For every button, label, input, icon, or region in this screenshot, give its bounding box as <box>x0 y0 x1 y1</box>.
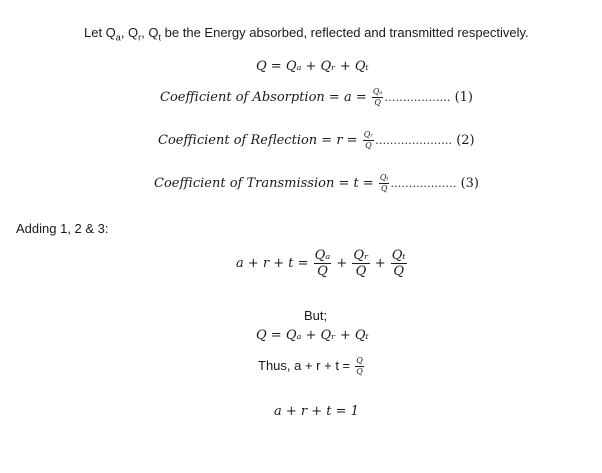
reflection-fraction <box>363 131 374 150</box>
transmission-line <box>154 174 479 193</box>
reflection-tag: (2) <box>456 133 475 148</box>
energy-balance-equation-2: Q = Qₐ + Qᵣ + Qₜ <box>256 328 369 343</box>
intro-sub-r: r <box>138 32 142 43</box>
intro-q-t: Q <box>148 25 159 40</box>
sum-fraction-r <box>352 249 369 278</box>
absorption-denominator: Q <box>374 98 381 107</box>
intro-suffix: be the Energy absorbed, reflected and transmitted respectively. <box>164 25 529 40</box>
sum-fraction-r-den: Q <box>355 264 367 279</box>
reflection-numerator: Qᵣ <box>363 130 374 139</box>
sum-fraction-a-num: Qₐ <box>314 248 331 263</box>
absorption-dots: ……………… <box>384 91 451 104</box>
transmission-denominator: Q <box>380 184 388 193</box>
sum-fraction-r-num: Qᵣ <box>353 248 369 263</box>
sum-fraction-a <box>314 249 332 278</box>
sum-lhs: a + r + t = <box>236 256 309 271</box>
absorption-tag: (1) <box>454 90 473 105</box>
intro-line: Let $Q_a$, $Q_r$, $Q_t$ be the Energy absorbed, reflected and transmitted respectively. <box>84 25 529 43</box>
reflection-denominator: Q <box>365 141 372 150</box>
thus-denominator: Q <box>356 367 363 376</box>
sum-fraction-t <box>391 249 407 278</box>
intro-q-r: Q <box>128 25 139 40</box>
transmission-numerator: Qₜ <box>379 173 389 182</box>
reflection-line <box>158 131 475 150</box>
thus-line <box>258 357 365 376</box>
thus-lhs: Thus, a + r + t = <box>258 358 351 373</box>
absorption-fraction <box>372 88 384 107</box>
sum-fraction-t-den: Q <box>393 264 405 279</box>
reflection-lhs: Coefficient of Reflection = r = <box>158 133 358 148</box>
thus-numerator: Q <box>356 356 363 365</box>
sum-equation <box>236 249 408 278</box>
sum-plus-2: + <box>374 256 386 271</box>
thus-fraction <box>355 357 364 376</box>
sum-fraction-a-den: Q <box>317 264 328 279</box>
absorption-lhs: Coefficient of Absorption = a = <box>160 90 367 105</box>
intro-sub-a: a <box>115 32 121 43</box>
intro-sub-t: t <box>158 32 162 43</box>
transmission-lhs: Coefficient of Transmission = t = <box>154 176 374 191</box>
final-result: a + r + t = 1 <box>274 404 359 419</box>
reflection-dots: ………………… <box>375 134 453 147</box>
absorption-line <box>160 88 473 107</box>
intro-prefix: Let Q <box>84 25 116 40</box>
sum-fraction-t-num: Qₜ <box>391 248 406 263</box>
energy-balance-equation: Q = Qₐ + Qᵣ + Qₜ <box>256 59 369 74</box>
adding-label: Adding 1, 2 & 3: <box>16 221 109 236</box>
absorption-numerator: Qₐ <box>372 87 383 96</box>
transmission-dots: ……………… <box>390 177 457 190</box>
transmission-fraction <box>379 174 390 193</box>
but-label: But; <box>304 308 328 323</box>
transmission-tag: (3) <box>460 176 479 191</box>
sum-plus-1: + <box>336 256 348 271</box>
